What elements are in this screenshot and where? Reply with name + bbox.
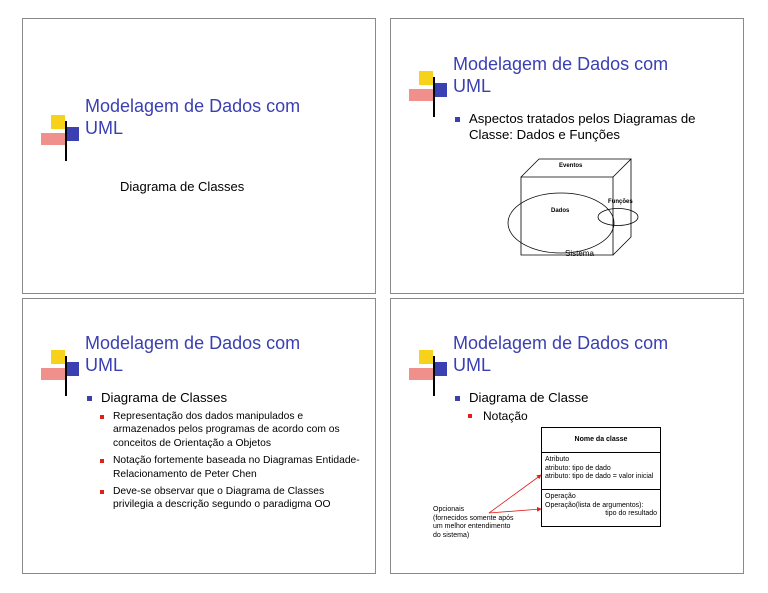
bullet-list — [453, 111, 729, 147]
uml-op-line: Operação(lista de argumentos): — [545, 501, 644, 509]
slide-logo — [39, 115, 89, 165]
note-line: do sistema) — [433, 531, 470, 539]
slide-2 — [390, 18, 744, 294]
dados-label: Dados — [551, 208, 570, 214]
slide-4 — [390, 298, 744, 574]
eventos-label: Eventos — [559, 163, 583, 169]
note-line: um melhor entendimento — [433, 523, 511, 530]
bullet-list — [85, 390, 365, 516]
slide-title: Modelagem de Dados com UML — [85, 96, 301, 138]
uml-attr-line: atributo: tipo de dado — [545, 464, 611, 472]
sistema-label: Sistema — [565, 249, 594, 258]
slide-1 — [22, 18, 376, 294]
dados-ellipse — [508, 193, 614, 253]
slide-title: Modelagem de Dados com UML — [453, 54, 669, 96]
subbullet-item: Notação — [467, 409, 733, 423]
subbullet-item: Deve-se observar que o Diagrama de Classes privilegia a descrição segundo o paradigma OO — [99, 485, 365, 512]
slide-logo — [407, 71, 457, 121]
slide-logo — [39, 350, 89, 400]
slide-subtitle: Diagrama de Classes — [120, 179, 245, 194]
funcoes-label: Funções — [608, 199, 633, 205]
subbullet-item: Notação fortemente baseada no Diagramas Entidade-Relacionamento de Peter Chen — [99, 454, 365, 481]
slide-3 — [22, 298, 376, 574]
cube-side — [613, 159, 631, 255]
bullet-item: Aspectos tratados pelos Diagramas de Classe: Dados e Funções — [453, 111, 729, 143]
uml-class-name: Nome da classe — [542, 428, 660, 453]
slide-title: Modelagem de Dados com UML — [85, 333, 301, 375]
slide-title: Modelagem de Dados com UML — [453, 333, 669, 375]
uml-op-head: Operação — [545, 493, 576, 500]
funcoes-ellipse — [598, 209, 638, 226]
uml-op-line: tipo do resultado — [605, 510, 657, 517]
note-line: Opcionais — [433, 506, 465, 513]
bullet-item: Diagrama de Classe — [453, 390, 733, 406]
bullet-item: Diagrama de Classes — [85, 390, 365, 406]
note-line: (fornecidos somente após — [433, 514, 514, 522]
optional-note — [433, 506, 514, 540]
uml-attr-head: Atributo — [545, 456, 570, 463]
cube-front — [521, 177, 613, 255]
uml-attr-line: atributo: tipo de dado = valor inicial — [545, 473, 654, 480]
subbullet-item: Representação dos dados manipulados e armazenados pelos programas de acordo com os conceitos de Orientação a Objetos — [99, 410, 365, 450]
